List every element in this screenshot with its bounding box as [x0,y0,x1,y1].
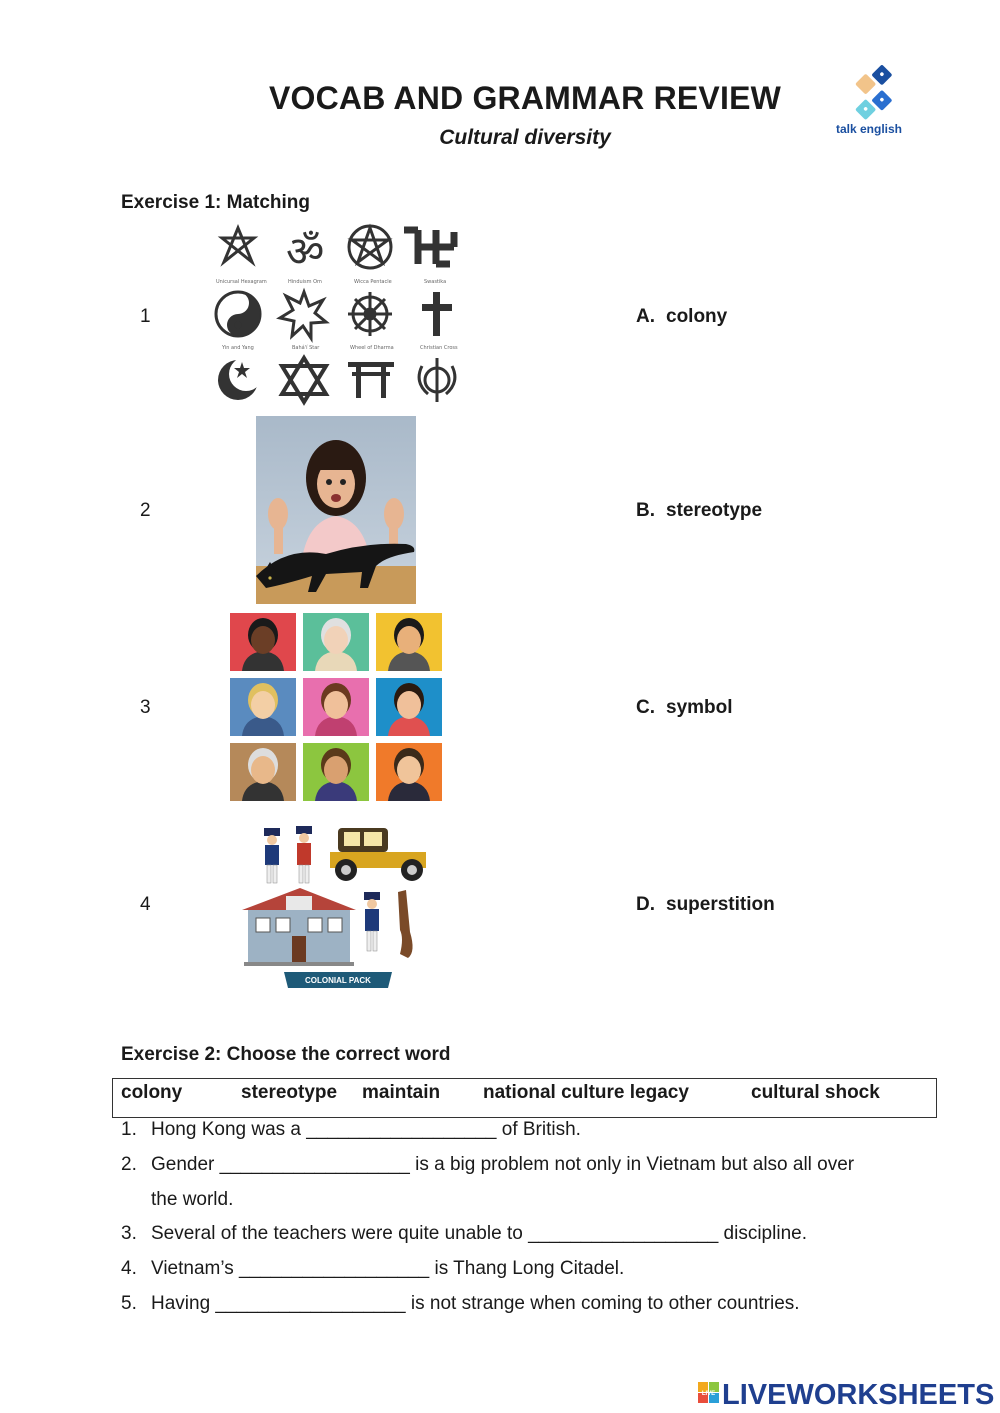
liveworksheets-footer-logo [696,1374,996,1410]
liveworksheets-icon [698,1382,719,1403]
torii-icon [348,362,394,398]
pentacle-icon [349,226,391,268]
word-bank-item: cultural shock [751,1082,880,1103]
logo-text: talk english [835,122,903,136]
person-avatar [376,613,442,671]
woman-black-cat-image [256,416,416,604]
diverse-people-image [230,613,442,803]
word-bank-item: colony [121,1082,183,1103]
page-title: VOCAB AND GRAMMAR REVIEW [268,80,782,116]
person-avatar [376,743,442,801]
item-number: 4 [140,894,151,915]
symbol-caption: Swastika [424,279,447,285]
person-avatar [303,678,369,736]
item-number: 3 [140,697,151,718]
symbol-caption: Yin and Yang [222,345,254,351]
colonial-pack-label: COLONIAL PACK [305,976,371,985]
soldier-figure [264,828,280,883]
pistol-icon [398,890,413,958]
crescent-star-icon [218,357,263,400]
symbol-caption: Christian Cross [420,345,458,351]
hexagram-icon [222,228,254,262]
yin-yang-icon [216,292,260,336]
person-avatar [230,743,296,801]
colonial-pack-image [240,812,436,992]
exercise1-heading: Exercise 1: Matching [121,192,311,213]
person-avatar [303,613,369,671]
person-avatar [376,678,442,736]
item-number: 1 [140,306,151,327]
word-bank-item: stereotype [241,1082,338,1103]
symbol-caption: Wicca Pentacle [354,279,392,285]
avatar-grid [230,613,442,803]
vintage-car [330,828,426,881]
item-number: 2 [140,500,151,521]
soldier-figure [296,826,312,883]
khanda-icon [419,358,455,402]
colonial-house [242,888,356,966]
om-icon: ॐ [286,227,325,276]
answer-c: C. symbol [636,697,733,718]
question-1: 1. Hong Kong was a __________________ of British. [121,1119,581,1140]
question-4: 4. Vietnam’s __________________ is Thang Long Citadel. [121,1258,625,1279]
symbol-caption: Hinduism Om [288,279,322,285]
person-avatar [230,678,296,736]
christian-cross-icon [422,292,452,336]
person-avatar [303,743,369,801]
bahai-star-icon [280,292,326,338]
answer-a: A. colony [636,306,728,327]
symbol-caption: Unicursal Hexagram [216,279,267,285]
page-subtitle: Cultural diversity [439,126,611,149]
wheel-of-dharma-icon [348,292,392,336]
question-2-continued: the world. [151,1189,234,1210]
religious-symbols-image [208,222,464,406]
liveworksheets-brand-text: LIVEWORKSHEETS [722,1379,995,1410]
word-bank-item: national culture legacy [483,1082,689,1103]
answer-d: D. superstition [636,894,775,915]
person-avatar [230,613,296,671]
liveworksheets-badge-text: LIVE [701,1391,716,1397]
question-2: 2. Gender __________________ is a big problem not only in Vietnam but also all over [121,1154,855,1175]
symbol-caption: Wheel of Dharma [350,345,394,351]
logo-tile [855,73,876,94]
swastika-icon [404,230,454,264]
exercise2-heading: Exercise 2: Choose the correct word [121,1044,451,1065]
answer-b: B. stereotype [636,500,763,521]
word-bank-item: maintain [362,1082,441,1103]
question-5: 5. Having __________________ is not strange when coming to other countries. [121,1293,800,1314]
question-3: 3. Several of the teachers were quite unable to __________________ discipline. [121,1223,807,1244]
soldier-figure [364,892,380,951]
star-of-david-icon [282,358,326,402]
symbol-caption: Bahá'í Star [292,345,320,351]
